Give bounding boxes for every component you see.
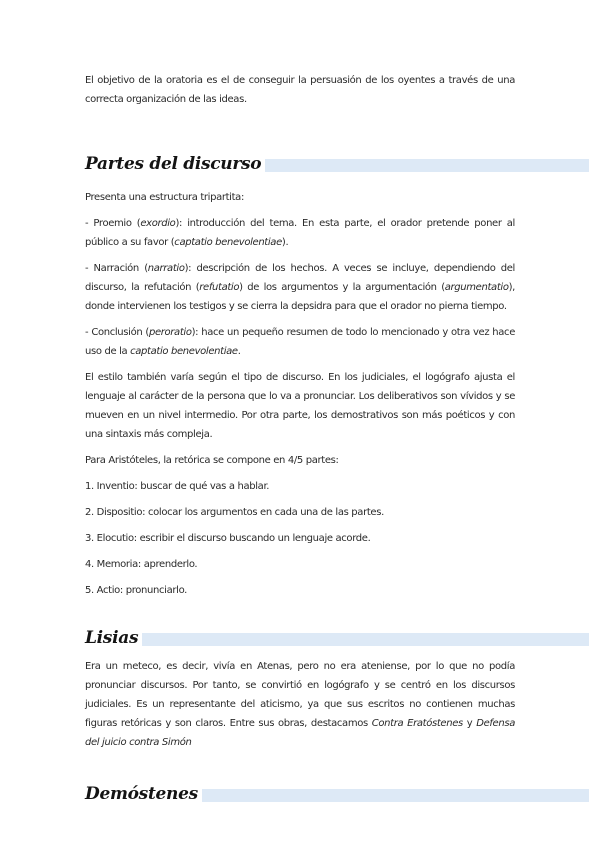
section-heading-lisias [85,627,515,649]
paragraph-tripartita: Presenta una estructura tripartita: [85,192,244,203]
paragraph-conclusion: - Conclusión (peroratio): hace un pequeño resumen de todo lo mencionado y otra vez hace uso de la captatio benevolentiae. [85,327,516,357]
list-item: 3. Elocutio: escribir el discurso buscando un lenguaje acorde. [85,533,371,544]
document-page [85,71,515,805]
section-title-demostenes: Demóstenes [85,783,202,805]
list-item: 1. Inventio: buscar de qué vas a hablar. [85,481,270,492]
paragraph-narracion: - Narración (narratio): descripción de los hechos. A veces se incluye, dependiendo del discurso, la refutación (refutatio) de los argumentos y la argumentación (argumentatio), donde intervienen los testigos y se cierra la depsidra para que el orador no pierna tiempo. [85,263,515,312]
paragraph-proemio: - Proemio (exordio): introducción del tema. En esta parte, el orador pretende poner al público a su favor (captatio benevolentiae). [85,218,515,248]
paragraph-estilo: El estilo también varía según el tipo de discurso. En los judiciales, el logógrafo ajusta el lenguaje al carácter de la persona que lo va a pronunciar. Los deliberativos son vívidos y se mueven en un nivel intermedio. Por otra parte, los demostrativos son más poéticos y con una sintaxis más compleja. [85,372,515,440]
section-title-lisias: Lisias [85,627,142,649]
list-item: 4. Memoria: aprenderlo. [85,559,198,570]
paragraph-aristoteles: Para Aristóteles, la retórica se compone en 4/5 partes: [85,455,339,466]
intro-paragraph: El objetivo de la oratoria es el de conseguir la persuasión de los oyentes a través de una correcta organización de las ideas. [85,75,515,105]
list-item: 5. Actio: pronunciarlo. [85,585,187,596]
section-heading-demostenes [85,783,515,805]
section-title-partes: Partes del discurso [85,153,265,175]
list-item: 2. Dispositio: colocar los argumentos en cada una de las partes. [85,507,384,518]
paragraph-lisias: Era un meteco, es decir, vivía en Atenas, pero no era ateniense, por lo que no podía pronunciar discursos. Por tanto, se convirtió en logógrafo y se centró en los discursos judiciales. Es un representante del aticismo, ya que sus escritos no contienen muchas figuras retóricas y son claros. Entre sus obras, destacamos Contra Eratóstenes y Defensa del juicio contra Simón [85,661,515,748]
section-heading-partes [85,153,515,175]
heading-highlight-bar [85,633,589,646]
